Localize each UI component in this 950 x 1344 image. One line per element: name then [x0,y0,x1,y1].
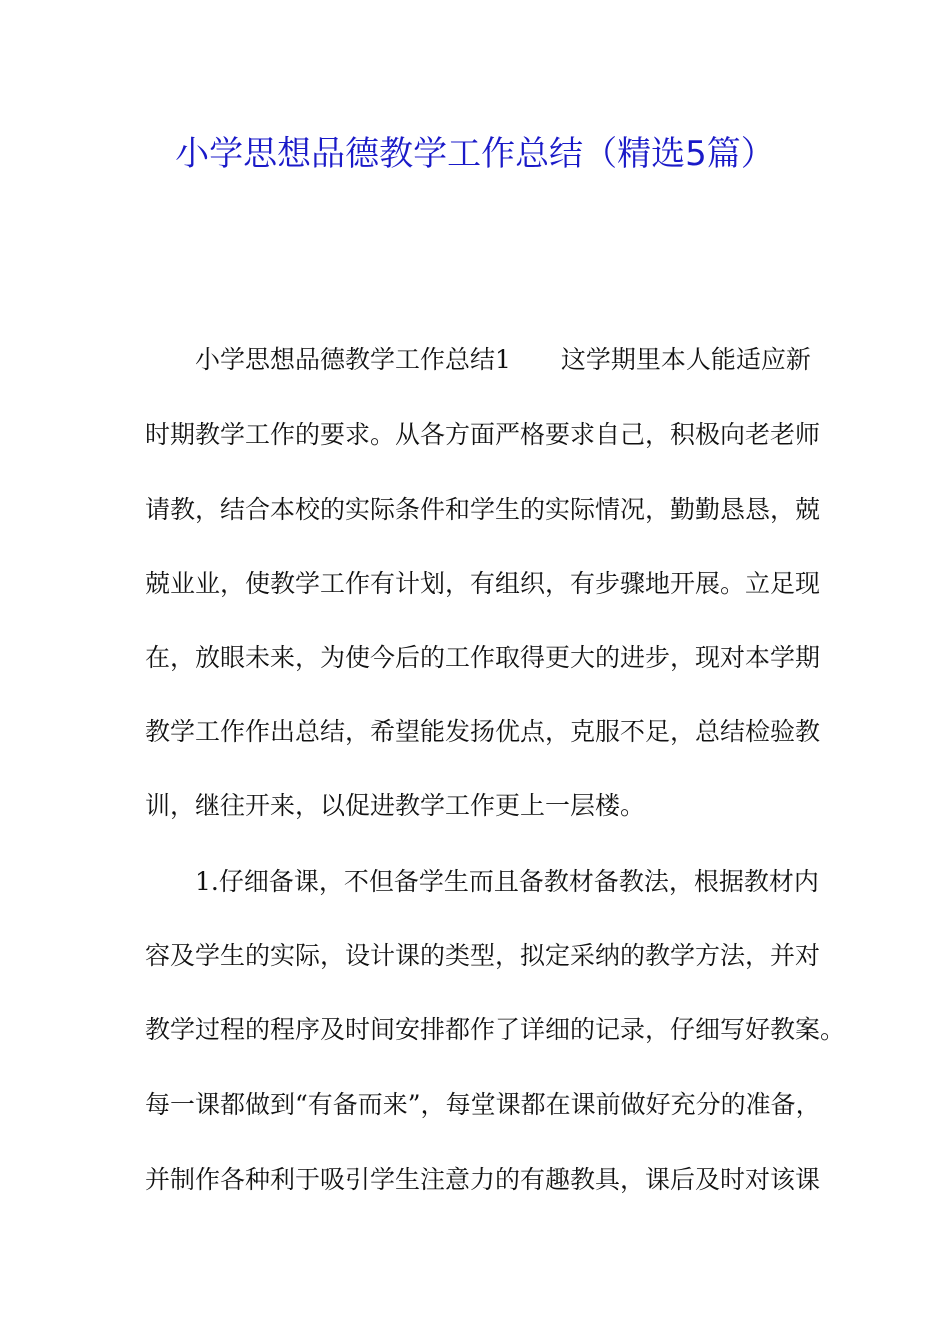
paragraph-1-line-1: 小学思想品德教学工作总结1 这学期里本人能适应新 [195,345,811,374]
document-title: 小学思想品德教学工作总结（精选5篇） [175,134,775,174]
paragraph-2-line-5: 并制作各种利于吸引学生注意力的有趣教具，课后及时对该课 [145,1165,821,1194]
paragraph-2-line-4: 每一课都做到“有备而来”，每堂课都在课前做好充分的准备， [145,1090,821,1119]
paragraph-2-line-2: 容及学生的实际，设计课的类型，拟定采纳的教学方法，并对 [145,941,821,970]
paragraph-2-line-3: 教学过程的程序及时间安排都作了详细的记录，仔细写好教案。 [145,1015,846,1044]
paragraph-1-line-3: 请教，结合本校的实际条件和学生的实际情况，勤勤恳恳，兢 [145,495,821,524]
paragraph-1-line-7: 训，继往开来，以促进教学工作更上一层楼。 [145,791,646,820]
paragraph-1-line-5: 在，放眼未来，为使今后的工作取得更大的进步，现对本学期 [145,643,821,672]
paragraph-2-line-1: 1.仔细备课，不但备学生而且备教材备教法，根据教材内 [195,867,819,896]
paragraph-1-line-2: 时期教学工作的要求。从各方面严格要求自己，积极向老老师 [145,420,821,449]
paragraph-1-line-4: 兢业业，使教学工作有计划，有组织，有步骤地开展。立足现 [145,569,821,598]
paragraph-1-line-6: 教学工作作出总结，希望能发扬优点，克服不足，总结检验教 [145,717,821,746]
